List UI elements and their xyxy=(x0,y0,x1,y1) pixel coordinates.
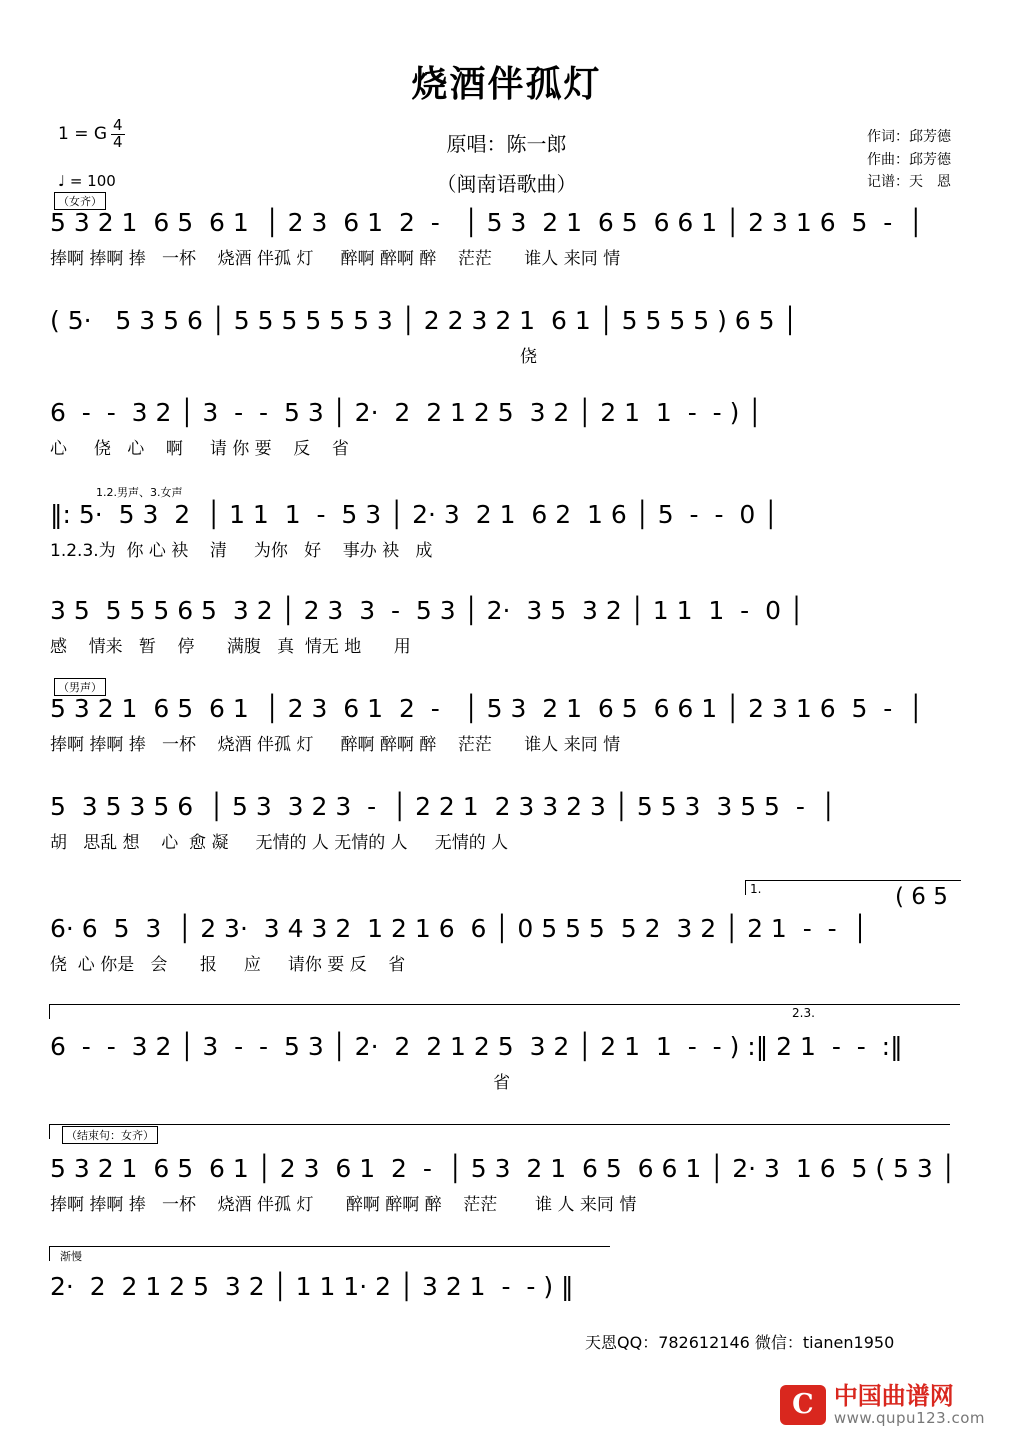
time-signature xyxy=(111,118,125,151)
original-singer: 原唱：陈一郎 xyxy=(446,132,567,156)
lyric-line: 侥 心 你是 会 报 应 请你 要 反 省 xyxy=(50,955,406,975)
key-label: 1 = G xyxy=(58,124,108,145)
contact-info: 天恩QQ：782612146 微信：tianen1950 xyxy=(585,1333,895,1352)
coda-bracket xyxy=(49,1124,950,1139)
logo-badge-icon: C xyxy=(780,1385,826,1425)
note-line: ‖: 5· 5 3 2 │ 1 1 1 - 5 3 │ 2· 3 2 1 6 2 1 6 │ 5 - - 0 │ xyxy=(50,500,779,529)
time-signature-numerator: 4 xyxy=(113,116,123,134)
note-line: 5 3 2 1 6 5 6 1 │ 2 3 6 1 2 - │ 5 3 2 1 6 5 6 6 1 │ 2 3 1 6 5 - │ xyxy=(50,694,924,723)
note-line: 6 - - 3 2 │ 3 - - 5 3 │ 2· 2 2 1 2 5 3 2 │ 2 1 1 - - ) :‖ 2 1 - - :‖ xyxy=(50,1032,903,1061)
ritardando-bracket xyxy=(49,1246,610,1261)
first-ending-note: ( 6 5 xyxy=(895,884,948,910)
lyric-line: 捧啊 捧啊 捧 一杯 烧酒 伴孤 灯 醉啊 醉啊 醉 茫茫 谁人 来同 情 xyxy=(50,735,621,755)
subtitle: （闽南语歌曲） xyxy=(436,172,577,196)
music-system xyxy=(50,486,965,564)
page-title: 烧酒伴孤灯 xyxy=(411,64,602,105)
music-system xyxy=(50,594,965,660)
lyric-line: 心 侥 心 啊 请 你 要 反 省 xyxy=(50,439,349,459)
system-tag: （女齐） xyxy=(54,192,106,210)
note-line: ( 5· 5 3 5 6 │ 5 5 5 5 5 5 3 │ 2 2 3 2 1 6 1 │ 5 5 5 5 ) 6 5 │ xyxy=(50,306,798,335)
note-line: 6 - - 3 2 │ 3 - - 5 3 │ 2· 2 2 1 2 5 3 2 │ 2 1 1 - - ) │ xyxy=(50,398,763,427)
note-line: 6· 6 5 3 │ 2 3· 3 4 3 2 1 2 1 6 6 │ 0 5 5 5 5 2 3 2 │ 2 1 - - │ xyxy=(50,914,868,943)
music-system xyxy=(50,1129,965,1218)
second-ending-label: 2.3. xyxy=(792,1006,815,1020)
voice-indication: 1.2.男声、3.女声 xyxy=(96,486,183,499)
music-system xyxy=(50,1006,965,1096)
music-system xyxy=(50,304,965,370)
lyric-line: 捧啊 捧啊 捧 一杯 烧酒 伴孤 灯 醉啊 醉啊 醉 茫茫 谁 人 来同 情 xyxy=(50,1195,637,1215)
logo-site-url: www.qupu123.com xyxy=(833,1408,985,1427)
site-logo[interactable] xyxy=(780,1383,985,1426)
note-line: 5 3 5 3 5 6 │ 5 3 3 2 3 - │ 2 2 1 2 3 3 2 3 │ 5 5 3 3 5 5 - │ xyxy=(50,792,836,821)
ritardando-label: 渐慢 xyxy=(60,1250,82,1263)
lyric-line: 捧啊 捧啊 捧 一杯 烧酒 伴孤 灯 醉啊 醉啊 醉 茫茫 谁人 来同 情 xyxy=(50,249,621,269)
lyric-line: 省 xyxy=(50,1073,511,1093)
credits xyxy=(867,126,951,194)
transcriber: 记谱：天 恩 xyxy=(867,174,951,191)
logo-site-name: 中国曲谱网 xyxy=(833,1382,954,1411)
note-line: 5 3 2 1 6 5 6 1 │ 2 3 6 1 2 - │ 5 3 2 1 6 5 6 6 1 │ 2· 3 1 6 5 ( 5 3 │ xyxy=(50,1154,956,1183)
lyric-line: 胡 思乱 想 心 愈 凝 无情的 人 无情的 人 无情的 人 xyxy=(50,833,509,853)
lyricist: 作词：邱芳德 xyxy=(867,129,951,145)
lyric-line: 感 情来 暂 停 满腹 真 情无 地 用 xyxy=(50,637,411,657)
music-system xyxy=(50,790,965,856)
system-tag: （结束句：女齐） xyxy=(62,1126,158,1144)
second-ending-bracket xyxy=(49,1004,960,1019)
key-signature xyxy=(58,118,125,151)
music-system xyxy=(50,1250,965,1336)
note-line: 5 3 2 1 6 5 6 1 │ 2 3 6 1 2 - │ 5 3 2 1 6 5 6 6 1 │ 2 3 1 6 5 - │ xyxy=(50,208,924,237)
tempo-marking: ♩ = 100 xyxy=(58,172,116,190)
note-line: 3 5 5 5 5 6 5 3 2 │ 2 3 3 - 5 3 │ 2· 3 5 3 2 │ 1 1 1 - 0 │ xyxy=(50,596,805,625)
system-tag: （男声） xyxy=(54,678,106,696)
lyric-line: 侥 xyxy=(50,347,538,367)
music-system xyxy=(50,681,965,758)
first-ending-label: 1. xyxy=(750,882,762,896)
music-system xyxy=(50,396,965,462)
music-system xyxy=(50,882,965,978)
time-signature-denominator: 4 xyxy=(113,132,123,151)
composer: 作曲：邱芳德 xyxy=(867,151,951,168)
music-system xyxy=(50,195,965,272)
lyric-line: 1.2.3.为 你 心 袂 清 为你 好 事办 袂 成 xyxy=(50,541,433,561)
note-line: 2· 2 2 1 2 5 3 2 │ 1 1 1· 2 │ 3 2 1 - - ) ‖ xyxy=(50,1272,574,1301)
